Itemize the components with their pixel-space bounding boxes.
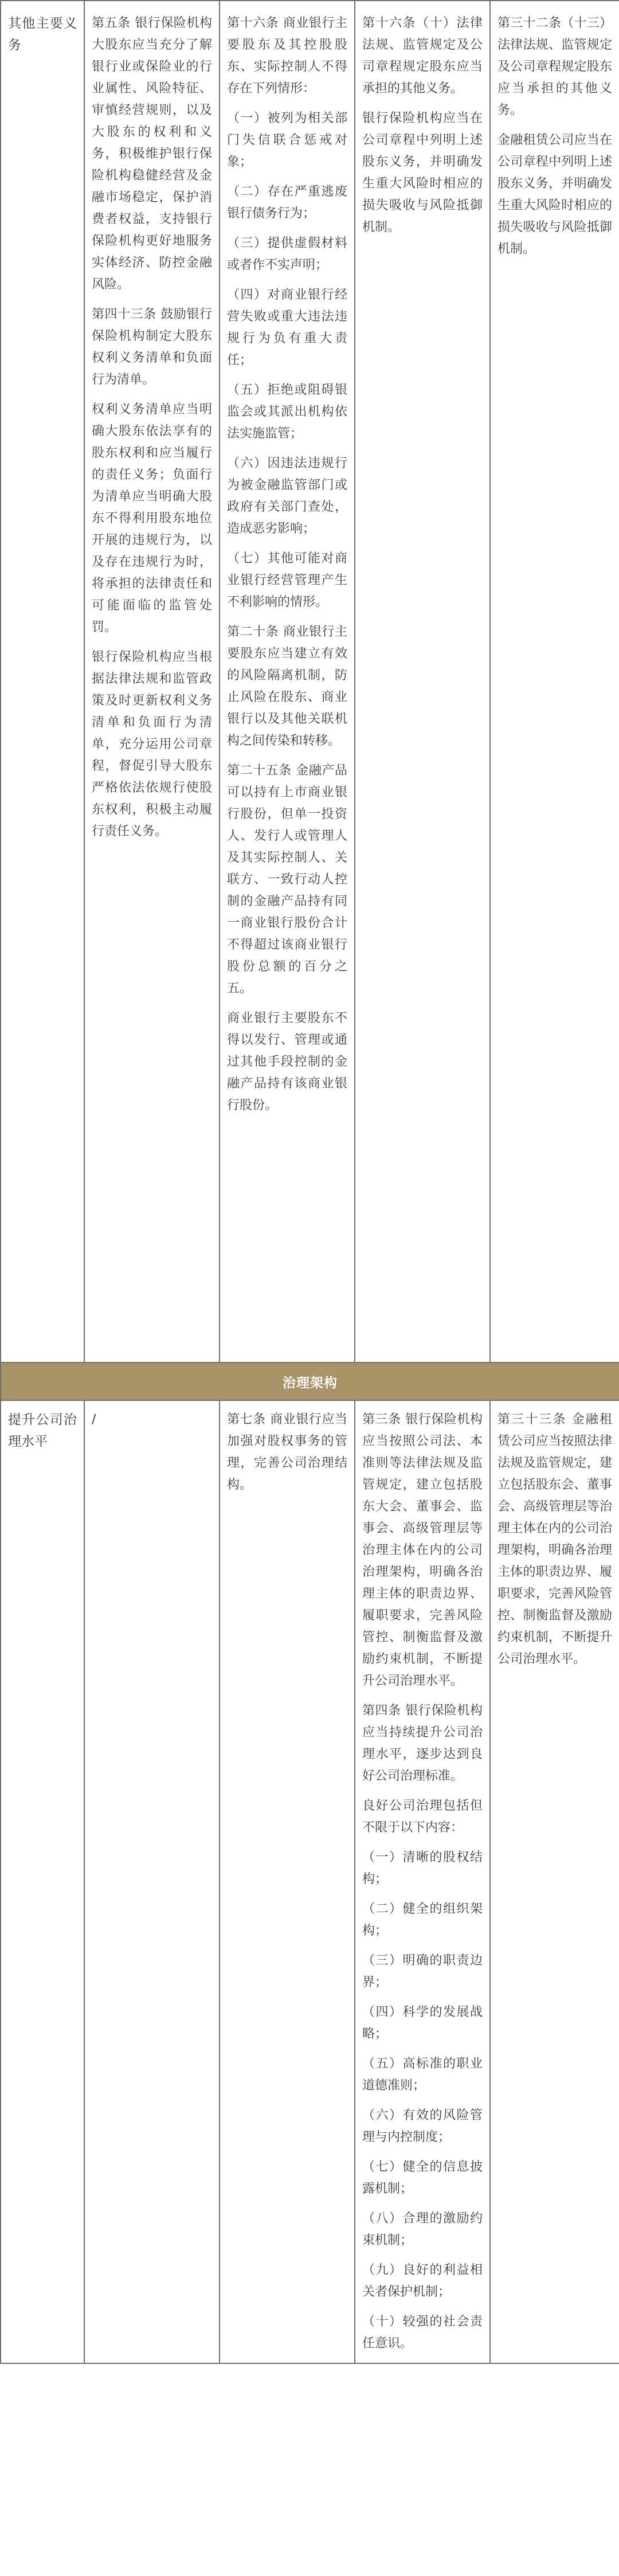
table-cell [490,1400,619,2363]
clause-paragraph: （八）合理的激励约束机制； [362,2211,483,2248]
row-label-cell [1,1,84,1363]
clause-paragraph: 第二十五条 金融产品可以持有上市商业银行股份，但单一投资人、发行人或管理人及其实际控制人、关联方、一致行动人控制的金融产品持有同一商业银行股份合计不得超过该商业银行股份总额的百分之五。 [227,764,347,996]
clause-paragraph: 第十六条 商业银行主要股东及其控股股东、实际控制人不得存在下列情形： [227,16,347,96]
table-cell [84,1,220,1363]
section-header-row [1,1363,619,1400]
clause-paragraph: 第五条 银行保险机构大股东应当充分了解银行业或保险业的行业属性、风险特征、审慎经营规则，以及大股东的权利和义务，积极维护银行保险机构稳健经营及金融市场稳定，保护消费者权益，支持银行保险机构更好地服务实体经济、防控金融风险。 [92,16,212,292]
clause-paragraph: （六）因违法违规行为被金融监管部门或政府有关部门查处，造成恶劣影响； [227,456,347,536]
clause-paragraph: （四）对商业银行经营失败或重大违法违规行为负有重大责任； [227,288,347,367]
row-label: 其他主要义务 [8,16,77,53]
clause-paragraph: 第三条 银行保险机构应当按照公司法、本准则等法律法规及监管规定，建立包括股东大会、董事会、监事会、高级管理层等治理主体在内的公司治理架构，明确各治理主体的职责边界、履职要求，完善风险管控、制衡监督及激励约束机制，不断提升公司治理水平。 [362,1412,483,1688]
row-label-cell [1,1400,84,2363]
clause-paragraph: （一）清晰的股权结构； [362,1850,483,1886]
row-label: 提升公司治理水平 [8,1412,77,1449]
clause-paragraph: （二）存在严重逃废银行债务行为； [227,185,347,221]
clause-paragraph: （三）提供虚假材料或者作不实声明； [227,236,347,272]
clause-paragraph: 良好公司治理包括但不限于以下内容： [362,1799,483,1835]
clause-paragraph: （五）拒绝或阻碍银监会或其派出机构依法实施监管； [227,383,347,441]
clause-paragraph: （六）有效的风险管理与内控制度； [362,2108,483,2144]
table-row [1,1400,619,2363]
table-cell [84,1400,220,2363]
clause-paragraph: （五）高标准的职业道德准则； [362,2057,483,2093]
clause-paragraph: （四）科学的发展战略； [362,2005,483,2041]
clause-paragraph: （二）健全的组织架构； [362,1902,483,1938]
clause-paragraph: （九）良好的利益相关者保护机制； [362,2263,483,2299]
clause-paragraph: 银行保险机构应当在公司章程中列明上述股东义务，并明确发生重大风险时相应的损失吸收与风险抵御机制。 [362,111,483,234]
clause-paragraph: 第四条 银行保险机构应当持续提升公司治理水平，逐步达到良好公司治理标准。 [362,1704,483,1783]
clause-paragraph: （三）明确的职责边界； [362,1953,483,1990]
clause-paragraph: / [92,1412,96,1427]
table-cell [220,1400,355,2363]
clause-paragraph: （七）健全的信息披露机制； [362,2160,483,2196]
table-cell [490,1,619,1363]
clause-paragraph: 第三十二条（十三）法律法规、监管规定及公司章程规定股东应当承担的其他义务。 [497,16,612,118]
clause-paragraph: 第三十三条 金融租赁公司应当按照法律法规及监管规定，建立包括股东会、董事会、高级管理层等治理主体在内的公司治理架构，明确各治理主体的职责边界、履职要求，完善风险管控、制衡监督及激励约束机制，不断提升公司治理水平。 [497,1412,612,1666]
table-cell [220,1,355,1363]
clause-paragraph: 第四十三条 鼓励银行保险机构制定大股东权利义务清单和负面行为清单。 [92,307,212,387]
section-title: 治理架构 [283,1375,338,1391]
section-header [1,1363,619,1400]
table-row [1,1,619,1363]
clause-paragraph: （七）其他可能对商业银行经营管理产生不利影响的情形。 [227,551,347,609]
clause-paragraph: 商业银行主要股东不得以发行、管理或通过其他手段控制的金融产品持有该商业银行股份。 [227,1011,347,1113]
clause-paragraph: 金融租赁公司应当在公司章程中列明上述股东义务，并明确发生重大风险时相应的损失吸收与风险抵御机制。 [497,133,612,256]
table-cell [355,1400,490,2363]
clause-paragraph: 第七条 商业银行应当加强对股权事务的管理，完善公司治理结构。 [227,1412,347,1492]
clause-paragraph: （一）被列为相关部门失信联合惩戒对象； [227,111,347,169]
clause-paragraph: 第十六条（十）法律法规、监管规定及公司章程规定股东应当承担的其他义务。 [362,16,483,96]
clause-paragraph: （十）较强的社会责任意识。 [362,2315,483,2351]
clause-paragraph: 第二十条 商业银行主要股东应当建立有效的风险隔离机制，防止风险在股东、商业银行以及其他关联机构之间传染和转移。 [227,625,347,748]
clause-paragraph: 银行保险机构应当根据法律法规和监管政策及时更新权利义务清单和负面行为清单，充分运用公司章程，督促引导大股东严格依法依规行使股东权利，积极主动履行责任义务。 [92,650,212,839]
clause-paragraph: 权利义务清单应当明确大股东依法享有的股东权利和应当履行的责任义务；负面行为清单应当明确大股东不得利用股东地位开展的违规行为，以及存在违规行为时，将承担的法律责任和可能面临的监管处罚。 [92,402,212,635]
table-cell [355,1,490,1363]
